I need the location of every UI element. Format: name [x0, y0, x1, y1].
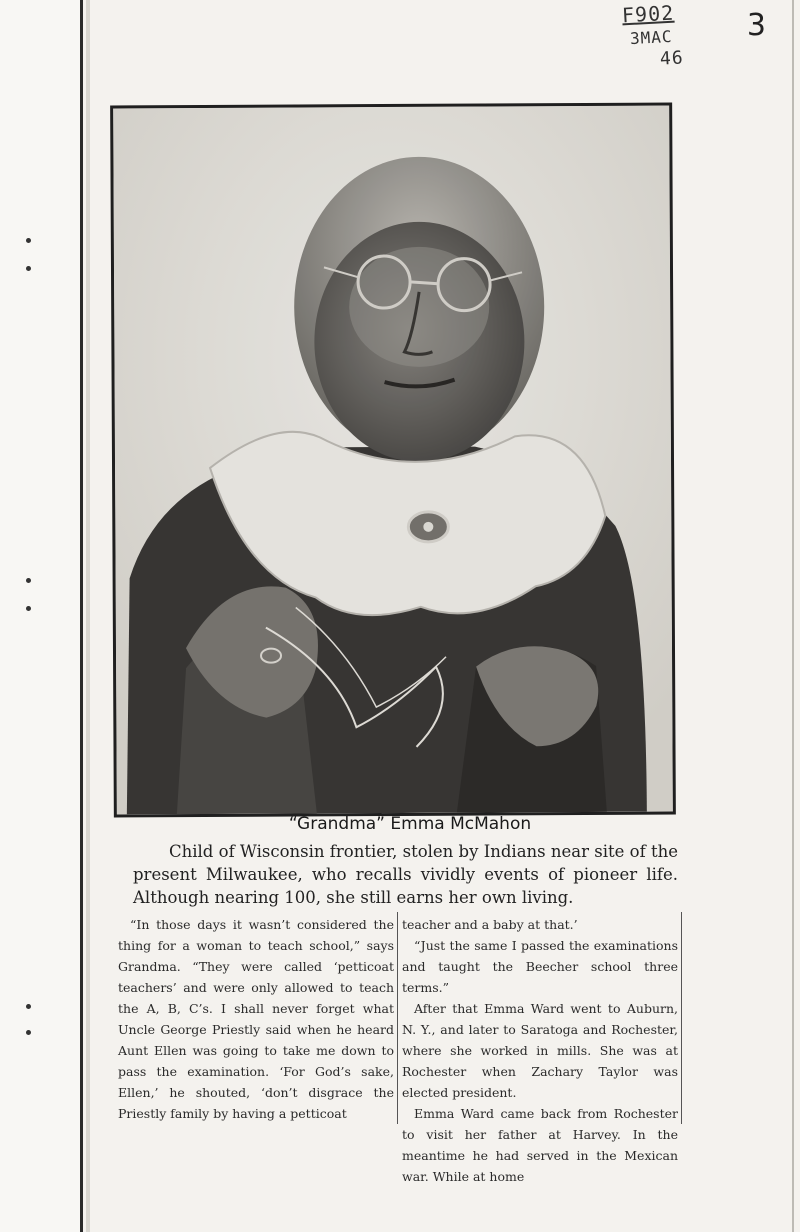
column-paragraph: After that Emma Ward went to Auburn, N. Y., and later to Saratoga and Rochester, where she worked in mills. She was at Rochester when Zachary Taylor was elected president. [402, 1001, 678, 1100]
archive-code-line2: 3MAC [629, 26, 673, 49]
page-edge-right [792, 0, 794, 1232]
portrait-photo [110, 103, 676, 818]
lead-paragraph: Child of Wisconsin frontier, stolen by Indians near site of the present Milwaukee, who recalls vividly events of pioneer life. Although nearing 100, she still earns her own living. [133, 842, 678, 907]
margin-dot [26, 1030, 31, 1035]
margin-dot [26, 238, 31, 243]
scan-margin [0, 0, 83, 1232]
column-divider [397, 912, 398, 1124]
page-edge [86, 0, 90, 1232]
margin-dot [26, 1004, 31, 1009]
page-number: 3 [746, 8, 766, 43]
column-divider-right [681, 912, 682, 1124]
margin-dot [26, 578, 31, 583]
archive-code-line1: F902 [621, 0, 675, 28]
column-paragraph: “In those days it wasn’t considered the thing for a woman to teach school,” says Grandma. “They were called ‘petticoat teachers’ and were only allowed to teach the A, B, C’s. I shall never forget what Uncle George Priestly said when he heard Aunt Ellen was going to take me down to pass the examination. ‘For God’s sake, Ellen,’ he shouted, ‘don’t disgrace the Priestly family by having a petticoat [118, 917, 394, 1121]
column-paragraph: “Just the same I passed the examinations and taught the Beecher school three terms.” [402, 938, 678, 995]
article-column-right [402, 914, 678, 1187]
portrait-illustration [113, 106, 673, 815]
margin-dot [26, 606, 31, 611]
column-paragraph: teacher and a baby at that.’ [402, 917, 578, 932]
article-column-left [118, 914, 394, 1124]
archive-code-line3: 46 [659, 47, 685, 70]
article-lead [133, 840, 678, 909]
photo-caption: “Grandma” Emma McMahon [288, 814, 532, 834]
margin-dot [26, 266, 31, 271]
column-paragraph: Emma Ward came back from Rochester to visit her father at Harvey. In the meantime he had served in the Mexican war. While at home [402, 1106, 678, 1184]
